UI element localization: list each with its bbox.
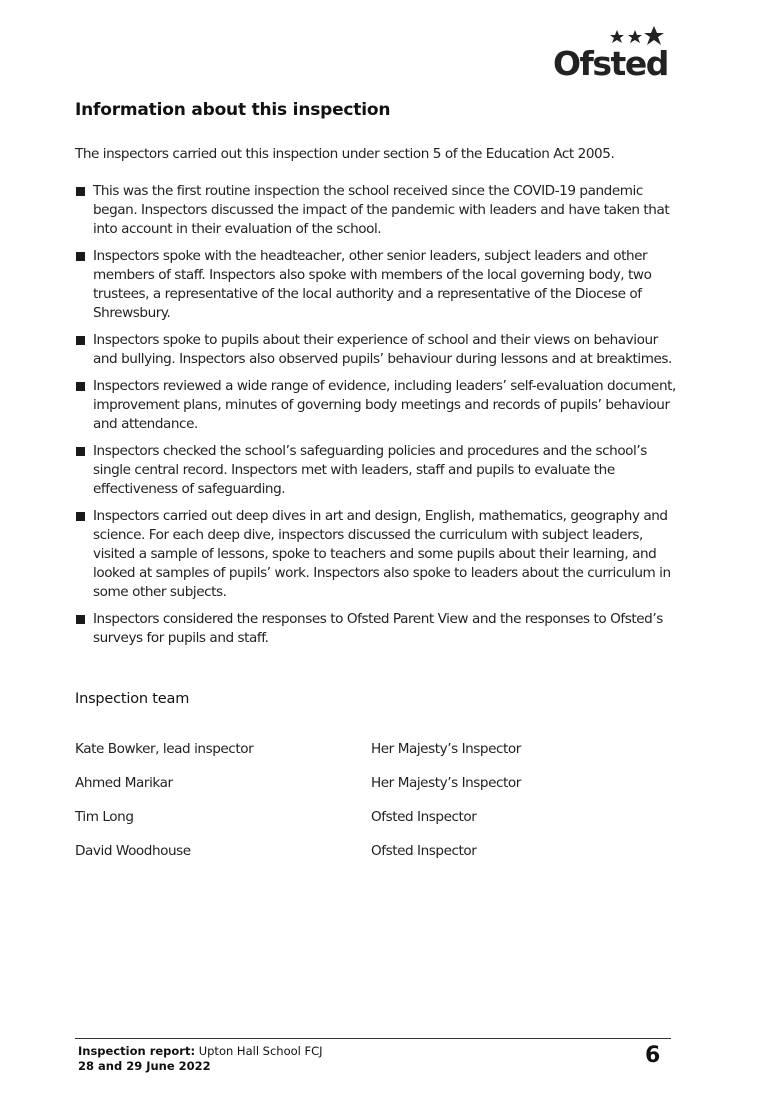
ofsted-logo — [553, 26, 671, 88]
bullet-square-icon — [76, 336, 85, 345]
list-item: Inspectors spoke to pupils about their experience of school and their views on behaviour and bullying. Inspectors also observed pupils’ behaviour during lessons and at breaktimes. — [75, 331, 685, 369]
intro-text: The inspectors carried out this inspection under section 5 of the Education Act 2005. — [75, 146, 615, 162]
bullet-square-icon — [76, 187, 85, 196]
inspector-name: Ahmed Marikar — [75, 775, 173, 791]
inspector-role: Her Majesty’s Inspector — [371, 775, 521, 791]
list-item: Inspectors checked the school’s safeguarding policies and procedures and the school’s single central record. Inspectors met with leaders, staff and pupils to evaluate the effectiveness of safeguarding. — [75, 442, 685, 499]
list-item: Inspectors reviewed a wide range of evidence, including leaders’ self-evaluation document, improvement plans, minutes of governing body meetings and records of pupils’ behaviour and attendance. — [75, 377, 685, 434]
bullet-list — [75, 182, 685, 656]
inspection-dates: 28 and 29 June 2022 — [78, 1059, 211, 1073]
team-row — [75, 740, 675, 774]
school-name: Upton Hall School FCJ — [198, 1044, 323, 1058]
footer-info — [78, 1044, 323, 1074]
bullet-square-icon — [76, 447, 85, 456]
bullet-square-icon — [76, 382, 85, 391]
team-row — [75, 808, 675, 842]
page-number: 6 — [645, 1043, 661, 1068]
team-heading: Inspection team — [75, 691, 190, 707]
inspector-name: David Woodhouse — [75, 843, 191, 859]
team-row — [75, 842, 675, 876]
list-item: This was the first routine inspection the school received since the COVID-19 pandemic began. Inspectors discussed the impact of the pandemic with leaders and have taken that into account in their evaluation of the school. — [75, 182, 685, 239]
inspector-name: Kate Bowker, lead inspector — [75, 741, 254, 757]
inspector-role: Ofsted Inspector — [371, 809, 477, 825]
bullet-square-icon — [76, 512, 85, 521]
report-label: Inspection report: — [78, 1044, 196, 1058]
footer-divider — [75, 1038, 671, 1039]
logo-wordmark: Ofsted — [553, 44, 668, 83]
page-heading: Information about this inspection — [75, 100, 391, 120]
bullet-square-icon — [76, 252, 85, 261]
list-item: Inspectors spoke with the headteacher, other senior leaders, subject leaders and other members of staff. Inspectors also spoke with members of the local governing body, two trustees, a representative of the local authority and a representative of the Diocese of Shrewsbury. — [75, 247, 685, 323]
inspector-role: Her Majesty’s Inspector — [371, 741, 521, 757]
list-item: Inspectors considered the responses to Ofsted Parent View and the responses to Ofsted’s surveys for pupils and staff. — [75, 610, 685, 648]
list-item: Inspectors carried out deep dives in art and design, English, mathematics, geography and science. For each deep dive, inspectors discussed the curriculum with subject leaders, visited a sample of lessons, spoke to teachers and some pupils about their learning, and looked at samples of pupils’ work. Inspectors also spoke to leaders about the curriculum in some other subjects. — [75, 507, 685, 602]
inspection-team-table — [75, 740, 675, 876]
bullet-square-icon — [76, 615, 85, 624]
inspector-name: Tim Long — [75, 809, 134, 825]
inspector-role: Ofsted Inspector — [371, 843, 477, 859]
team-row — [75, 774, 675, 808]
